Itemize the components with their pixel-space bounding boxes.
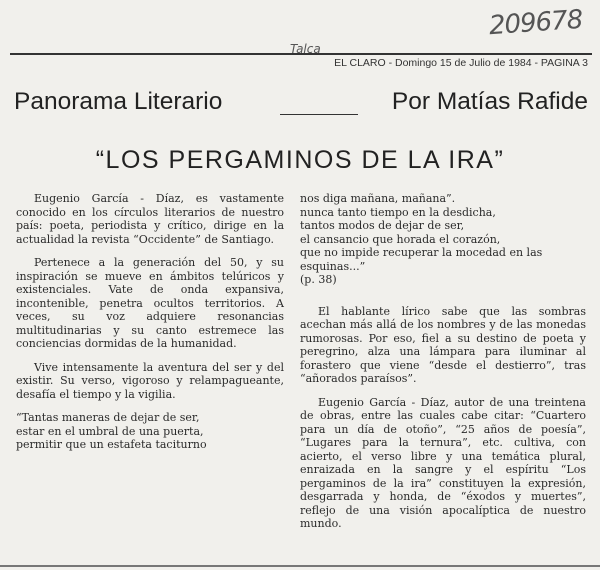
verse-line: que no impide recuperar la mocedad en las — [300, 246, 543, 259]
verse-line: estar en el umbral de una puerta, — [16, 424, 204, 438]
section-title: Panorama Literario — [14, 88, 223, 115]
verse-quote — [16, 411, 284, 452]
bottom-rule — [0, 565, 600, 567]
paragraph: Eugenio García - Díaz, autor de una treintena de obras, entre las cuales cabe citar: “Cuartero para un día de otoño”, “25 años de poesía”, “Lugares para la ternura”, etc. cultiva, con acierto, el verso libre y una temática plural, enraizada en la sangre y el espíritu “Los pergaminos de la ira” constituyen la expresión, desgarrada y honda, de “éxodos y muertes”, reflejo de una visión apocalíptica de nuestro mundo. — [300, 395, 586, 530]
verse-line: tantos modos de dejar de ser, — [300, 219, 465, 232]
verse-line: nunca tanto tiempo en la desdicha, — [300, 205, 496, 219]
section-header — [14, 88, 588, 124]
left-column — [16, 192, 284, 462]
header-rule — [280, 114, 358, 115]
verse-line: “Tantas maneras de dejar de ser, — [16, 411, 200, 424]
paragraph: Vive intensamente la aventura del ser y del existir. Su verso, vigoroso y relampagueante, desafía el tiempo y la vigilia. — [16, 360, 284, 401]
verse-line: esquinas...” — [300, 259, 366, 273]
article-headline: “LOS PERGAMINOS DE LA IRA” — [95, 146, 505, 174]
paragraph: El hablante lírico sabe que las sombras acechan más allá de los nombres y de las monedas rumorosas. Por eso, fiel a su destino de poeta y peregrino, alza una lámpara para iluminar al forastero que viene “desde el destierro”, tras “añorados paraísos”. — [300, 304, 586, 385]
author-byline: Por Matías Rafide — [391, 88, 588, 115]
verse-quote-continued — [300, 192, 586, 273]
page-reference: (p. 38) — [300, 273, 337, 286]
verse-line: el cansancio que horada el corazón, — [300, 232, 501, 246]
handwritten-city-note: Talca — [290, 42, 321, 56]
right-column — [300, 192, 586, 541]
handwritten-archive-number: 209678 — [487, 4, 583, 42]
paragraph: Pertenece a la generación del 50, y su inspiración se mueve en ámbitos telúricos y existenciales. Vate de onda expansiva, incontenible, penetra ocultos territorios. A veces, su voz adquiere resonancias multitudinarias y su canto estremece las conciencias dormidas de la humanidad. — [16, 256, 284, 350]
verse-line: nos diga mañana, mañana”. — [300, 192, 456, 205]
paragraph: Eugenio García - Díaz, es vastamente conocido en los círculos literarios de nuestro país: poeta, periodista y crítico, dirige en la actualidad la revista “Occidente” de Santiago. — [16, 192, 284, 246]
dateline: EL CLARO - Domingo 15 de Julio de 1984 - PAGINA 3 — [334, 57, 588, 69]
verse-line: permitir que un estafeta taciturno — [16, 438, 207, 451]
top-rule — [10, 53, 592, 55]
